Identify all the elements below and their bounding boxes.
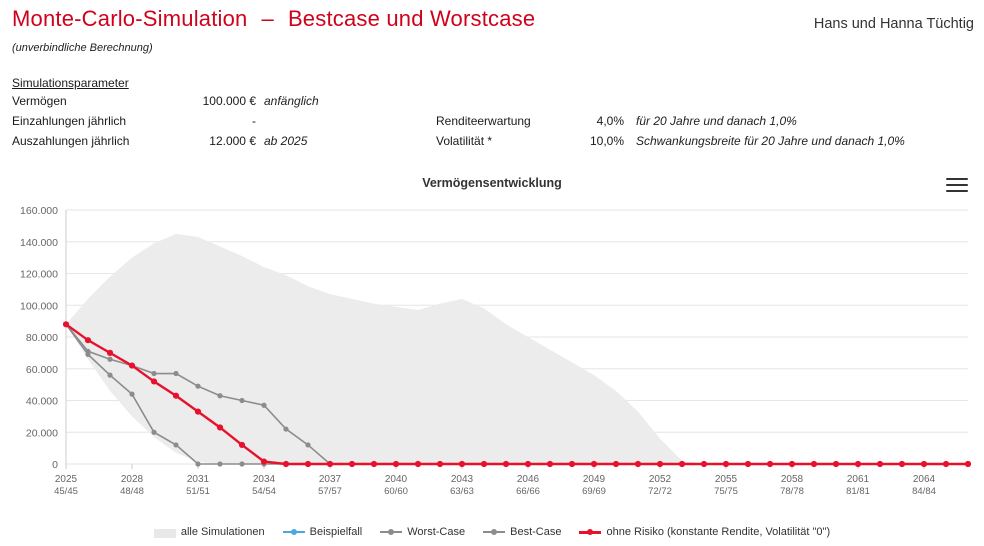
series-point [173, 442, 178, 447]
param-label: Auszahlungen jährlich [12, 134, 130, 148]
series-point [767, 461, 773, 467]
series-point [437, 461, 443, 467]
series-point [525, 461, 531, 467]
series-point [217, 424, 223, 430]
param-label: Renditeerwartung [436, 114, 531, 128]
y-axis-tick-label: 40.000 [25, 395, 58, 408]
legend-item-beispielfall[interactable] [283, 526, 363, 538]
x-axis-tick-sublabel: 84/84 [912, 486, 936, 497]
chart-plot-area [0, 196, 984, 497]
series-point [569, 461, 575, 467]
series-point [173, 393, 179, 399]
series-point [129, 392, 134, 397]
series-point [679, 461, 685, 467]
x-axis-tick-sublabel: 45/45 [54, 486, 78, 497]
x-axis-tick-sublabel: 69/69 [582, 486, 606, 497]
series-point [657, 461, 663, 467]
series-point [217, 393, 222, 398]
series-point [195, 384, 200, 389]
series-point [151, 371, 156, 376]
legend-swatch-line-icon [380, 527, 402, 537]
param-note: Schwankungsbreite für 20 Jahre und danach 1,0% [636, 134, 905, 148]
x-axis-tick-sublabel: 78/78 [780, 486, 804, 497]
series-point [107, 357, 112, 362]
series-point [745, 461, 751, 467]
chart-title: Vermögensentwicklung [422, 176, 562, 190]
series-point [283, 461, 289, 467]
x-axis-tick-sublabel: 57/57 [318, 486, 342, 497]
param-value: 12.000 € [209, 134, 256, 148]
legend-swatch-line-icon [483, 527, 505, 537]
series-point [107, 373, 112, 378]
x-axis-tick-sublabel: 72/72 [648, 486, 672, 497]
series-point [239, 398, 244, 403]
series-point [151, 378, 157, 384]
series-point [877, 461, 883, 467]
simulation-parameters [12, 76, 972, 154]
x-axis-tick-label: 2025 [54, 474, 78, 485]
disclaimer-note: (unverbindliche Berechnung) [12, 42, 153, 54]
param-value: 100.000 € [202, 94, 256, 108]
x-axis-tick-label: 2031 [186, 474, 210, 485]
series-point [85, 349, 90, 354]
x-axis-tick-sublabel: 63/63 [450, 486, 474, 497]
series-point [239, 442, 245, 448]
x-axis-tick-label: 2061 [846, 474, 870, 485]
x-axis-tick-sublabel: 51/51 [186, 486, 210, 497]
series-point [833, 461, 839, 467]
x-axis-tick-label: 2055 [714, 474, 738, 485]
x-axis-tick-sublabel: 66/66 [516, 486, 540, 497]
series-point [239, 461, 244, 466]
page-title [12, 6, 535, 32]
y-axis-tick-label: 20.000 [25, 427, 58, 440]
page-title-right: Bestcase und Worstcase [287, 6, 536, 31]
series-point [305, 442, 310, 447]
chart-legend [0, 526, 984, 538]
y-axis-tick-label: 120.000 [20, 268, 58, 281]
series-point [415, 461, 421, 467]
x-axis-tick-sublabel: 60/60 [384, 486, 408, 497]
series-point [129, 362, 135, 368]
series-point [899, 461, 905, 467]
series-point [63, 321, 69, 327]
x-axis-tick-label: 2028 [120, 474, 144, 485]
series-point [789, 461, 795, 467]
x-axis-tick-label: 2046 [516, 474, 540, 485]
series-point [591, 461, 597, 467]
param-row-volatilitaet [12, 134, 972, 154]
series-point [85, 337, 91, 343]
x-axis-tick-label: 2049 [582, 474, 606, 485]
legend-item-ohne-risiko[interactable] [579, 526, 830, 538]
series-point [173, 371, 178, 376]
series-point [327, 461, 333, 467]
param-label: Volatilität * [436, 134, 493, 148]
y-axis-tick-label: 0 [52, 459, 58, 471]
legend-swatch-area-icon [154, 529, 176, 538]
series-point [635, 461, 641, 467]
x-axis-tick-sublabel: 75/75 [714, 486, 738, 497]
series-point [195, 461, 200, 466]
client-name: Hans und Hanna Tüchtig [813, 16, 974, 32]
param-value: 4,0% [596, 114, 624, 128]
parameters-heading: Simulationsparameter [12, 76, 129, 90]
series-point [261, 459, 267, 465]
x-axis-tick-label: 2064 [912, 474, 936, 485]
x-axis-tick-sublabel: 48/48 [120, 486, 144, 497]
param-note: ab 2025 [264, 134, 308, 148]
series-point [107, 350, 113, 356]
chart-svg [0, 196, 984, 497]
series-point [261, 403, 266, 408]
x-axis-tick-label: 2040 [384, 474, 408, 485]
legend-label: Worst-Case [407, 526, 466, 538]
page-title-left: Monte-Carlo-Simulation [12, 6, 248, 31]
legend-swatch-line-icon [283, 527, 305, 537]
y-axis-tick-label: 140.000 [20, 236, 58, 249]
legend-label: Best-Case [510, 526, 562, 538]
series-point [195, 409, 201, 415]
param-value: - [252, 114, 256, 128]
param-note: für 20 Jahre und danach 1,0% [636, 114, 797, 128]
series-point [921, 461, 927, 467]
series-point [349, 461, 355, 467]
x-axis-tick-label: 2052 [648, 474, 672, 485]
param-label: Vermögen [12, 94, 67, 108]
series-point [481, 461, 487, 467]
series-point [283, 426, 288, 431]
y-axis-tick-label: 100.000 [20, 300, 58, 313]
y-axis-tick-label: 160.000 [20, 205, 58, 217]
series-point [943, 461, 949, 467]
series-point [723, 461, 729, 467]
legend-swatch-line-icon [579, 527, 601, 537]
y-axis-tick-label: 60.000 [25, 363, 58, 376]
series-area-alle-simulationen [66, 234, 968, 464]
legend-label: Beispielfall [309, 526, 363, 538]
param-note: anfänglich [264, 94, 319, 108]
series-point [503, 461, 509, 467]
x-axis-tick-label: 2037 [318, 474, 342, 485]
x-axis-tick-sublabel: 54/54 [252, 486, 276, 497]
legend-item-best-case[interactable] [483, 526, 561, 538]
series-point [151, 430, 156, 435]
x-axis-tick-label: 2043 [450, 474, 474, 485]
legend-item-worst-case[interactable] [380, 526, 465, 538]
legend-label: ohne Risiko (konstante Rendite, Volatilität "0") [606, 526, 831, 538]
series-point [547, 461, 553, 467]
param-row-renditeerwartung [12, 114, 972, 134]
page-title-dash: – [261, 6, 274, 31]
series-point [701, 461, 707, 467]
param-row-vermoegen [12, 94, 972, 114]
series-point [855, 461, 861, 467]
x-axis-tick-label: 2034 [252, 474, 276, 485]
series-point [459, 461, 465, 467]
param-label: Einzahlungen jährlich [12, 114, 127, 128]
series-point [613, 461, 619, 467]
x-axis-tick-label: 2058 [780, 474, 804, 485]
x-axis-tick-sublabel: 81/81 [846, 486, 870, 497]
series-point [965, 461, 971, 467]
series-point [305, 461, 311, 467]
series-point [393, 461, 399, 467]
y-axis-tick-label: 80.000 [25, 332, 58, 344]
legend-item-alle-simulationen[interactable] [154, 526, 265, 538]
series-point [217, 461, 222, 466]
hamburger-menu-icon[interactable] [946, 178, 968, 194]
series-point [811, 461, 817, 467]
series-point [371, 461, 377, 467]
legend-label: alle Simulationen [180, 526, 265, 538]
param-value: 10,0% [589, 134, 624, 148]
